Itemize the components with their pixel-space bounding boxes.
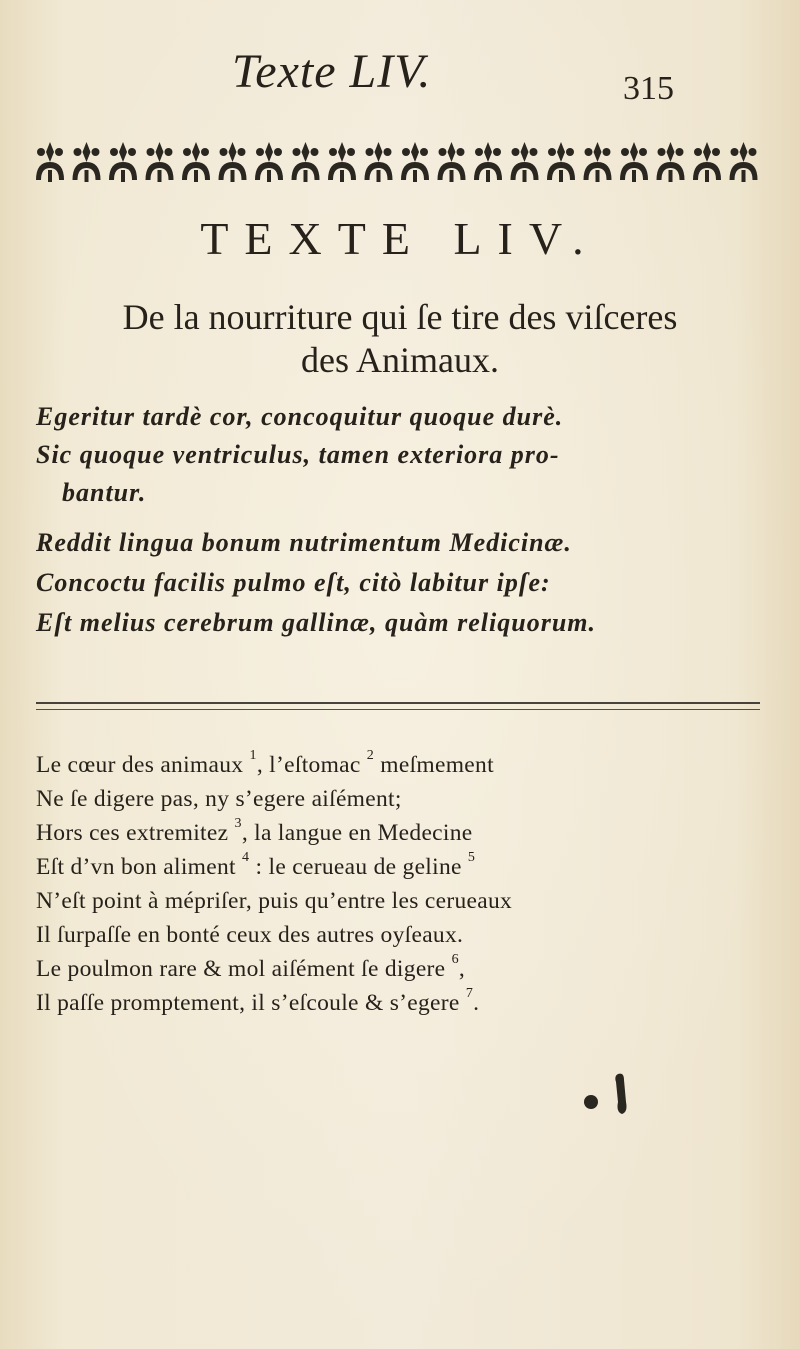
fleuron-icon [73, 142, 101, 182]
running-head: Texte LIV. [232, 45, 432, 98]
fleuron-icon [146, 142, 174, 182]
latin-verse-line-5: Concoctu facilis pulmo eſt, citò labitur ipſe: [36, 568, 551, 597]
french-verse-line-2: Ne ſe digere pas, ny s’egere aiſément; [36, 786, 402, 812]
fleuron-icon [401, 142, 429, 182]
french-verse-line-7: Le poulmon rare & mol aiſément ſe digere $^6$, [36, 952, 466, 982]
latin-verse-line-4: Reddit lingua bonum nutrimentum Medicinæ. [36, 528, 572, 557]
ink-blot-mark [612, 1072, 632, 1116]
french-verse-line-3: Hors ces extremitez $^3$, la langue en Medecine [36, 816, 473, 846]
fleuron-icon [36, 142, 64, 182]
fleuron-icon [328, 142, 356, 182]
fleuron-icon [474, 142, 502, 182]
french-verse-line-6: Il ſurpaſſe en bonté ceux des autres oyſeaux. [36, 922, 464, 948]
french-verse-line-8: Il paſſe promptement, il s’eſcoule & s’egere $^7$. [36, 986, 480, 1016]
latin-verse-line-1: Egeritur tardè cor, concoquitur quoque durè. [36, 402, 564, 431]
fleuron-icon [657, 142, 685, 182]
fleuron-icon [620, 142, 648, 182]
fleuron-icon [292, 142, 320, 182]
fleuron-icon [255, 142, 283, 182]
fleuron-icon [365, 142, 393, 182]
fleuron-icon [219, 142, 247, 182]
fleuron-icon [182, 142, 210, 182]
fleuron-icon [693, 142, 721, 182]
section-rule [36, 702, 760, 710]
latin-verse-line-6: Eſt melius cerebrum gallinæ, quàm reliquorum. [36, 608, 597, 637]
fleuron-icon [547, 142, 575, 182]
fleuron-icon [109, 142, 137, 182]
subtitle-line-2: des Animaux. [301, 340, 499, 380]
page-number: 315 [623, 70, 674, 107]
fleuron-icon [730, 142, 758, 182]
fleuron-icon [438, 142, 466, 182]
latin-verse-line-3: bantur. [62, 478, 147, 507]
fleuron-icon [511, 142, 539, 182]
ink-blot [584, 1095, 598, 1109]
latin-verse-line-2: Sic quoque ventriculus, tamen exteriora pro- [36, 440, 560, 469]
subtitle-line-1: De la nourriture qui ſe tire des viſceres [122, 297, 678, 337]
chapter-title: TEXTE LIV. [200, 213, 600, 264]
fleuron-ornament-band [30, 140, 770, 190]
fleuron-icon [584, 142, 612, 182]
french-verse-line-4: Eſt d’vn bon aliment $^4$ : le cerueau de geline $^5$ [36, 850, 476, 880]
french-verse-line-1: Le cœur des animaux $^1$, l’eſtomac $^2$ meſmement [36, 748, 494, 778]
french-verse-line-5: N’eſt point à mépriſer, puis qu’entre les cerueaux [36, 888, 513, 914]
